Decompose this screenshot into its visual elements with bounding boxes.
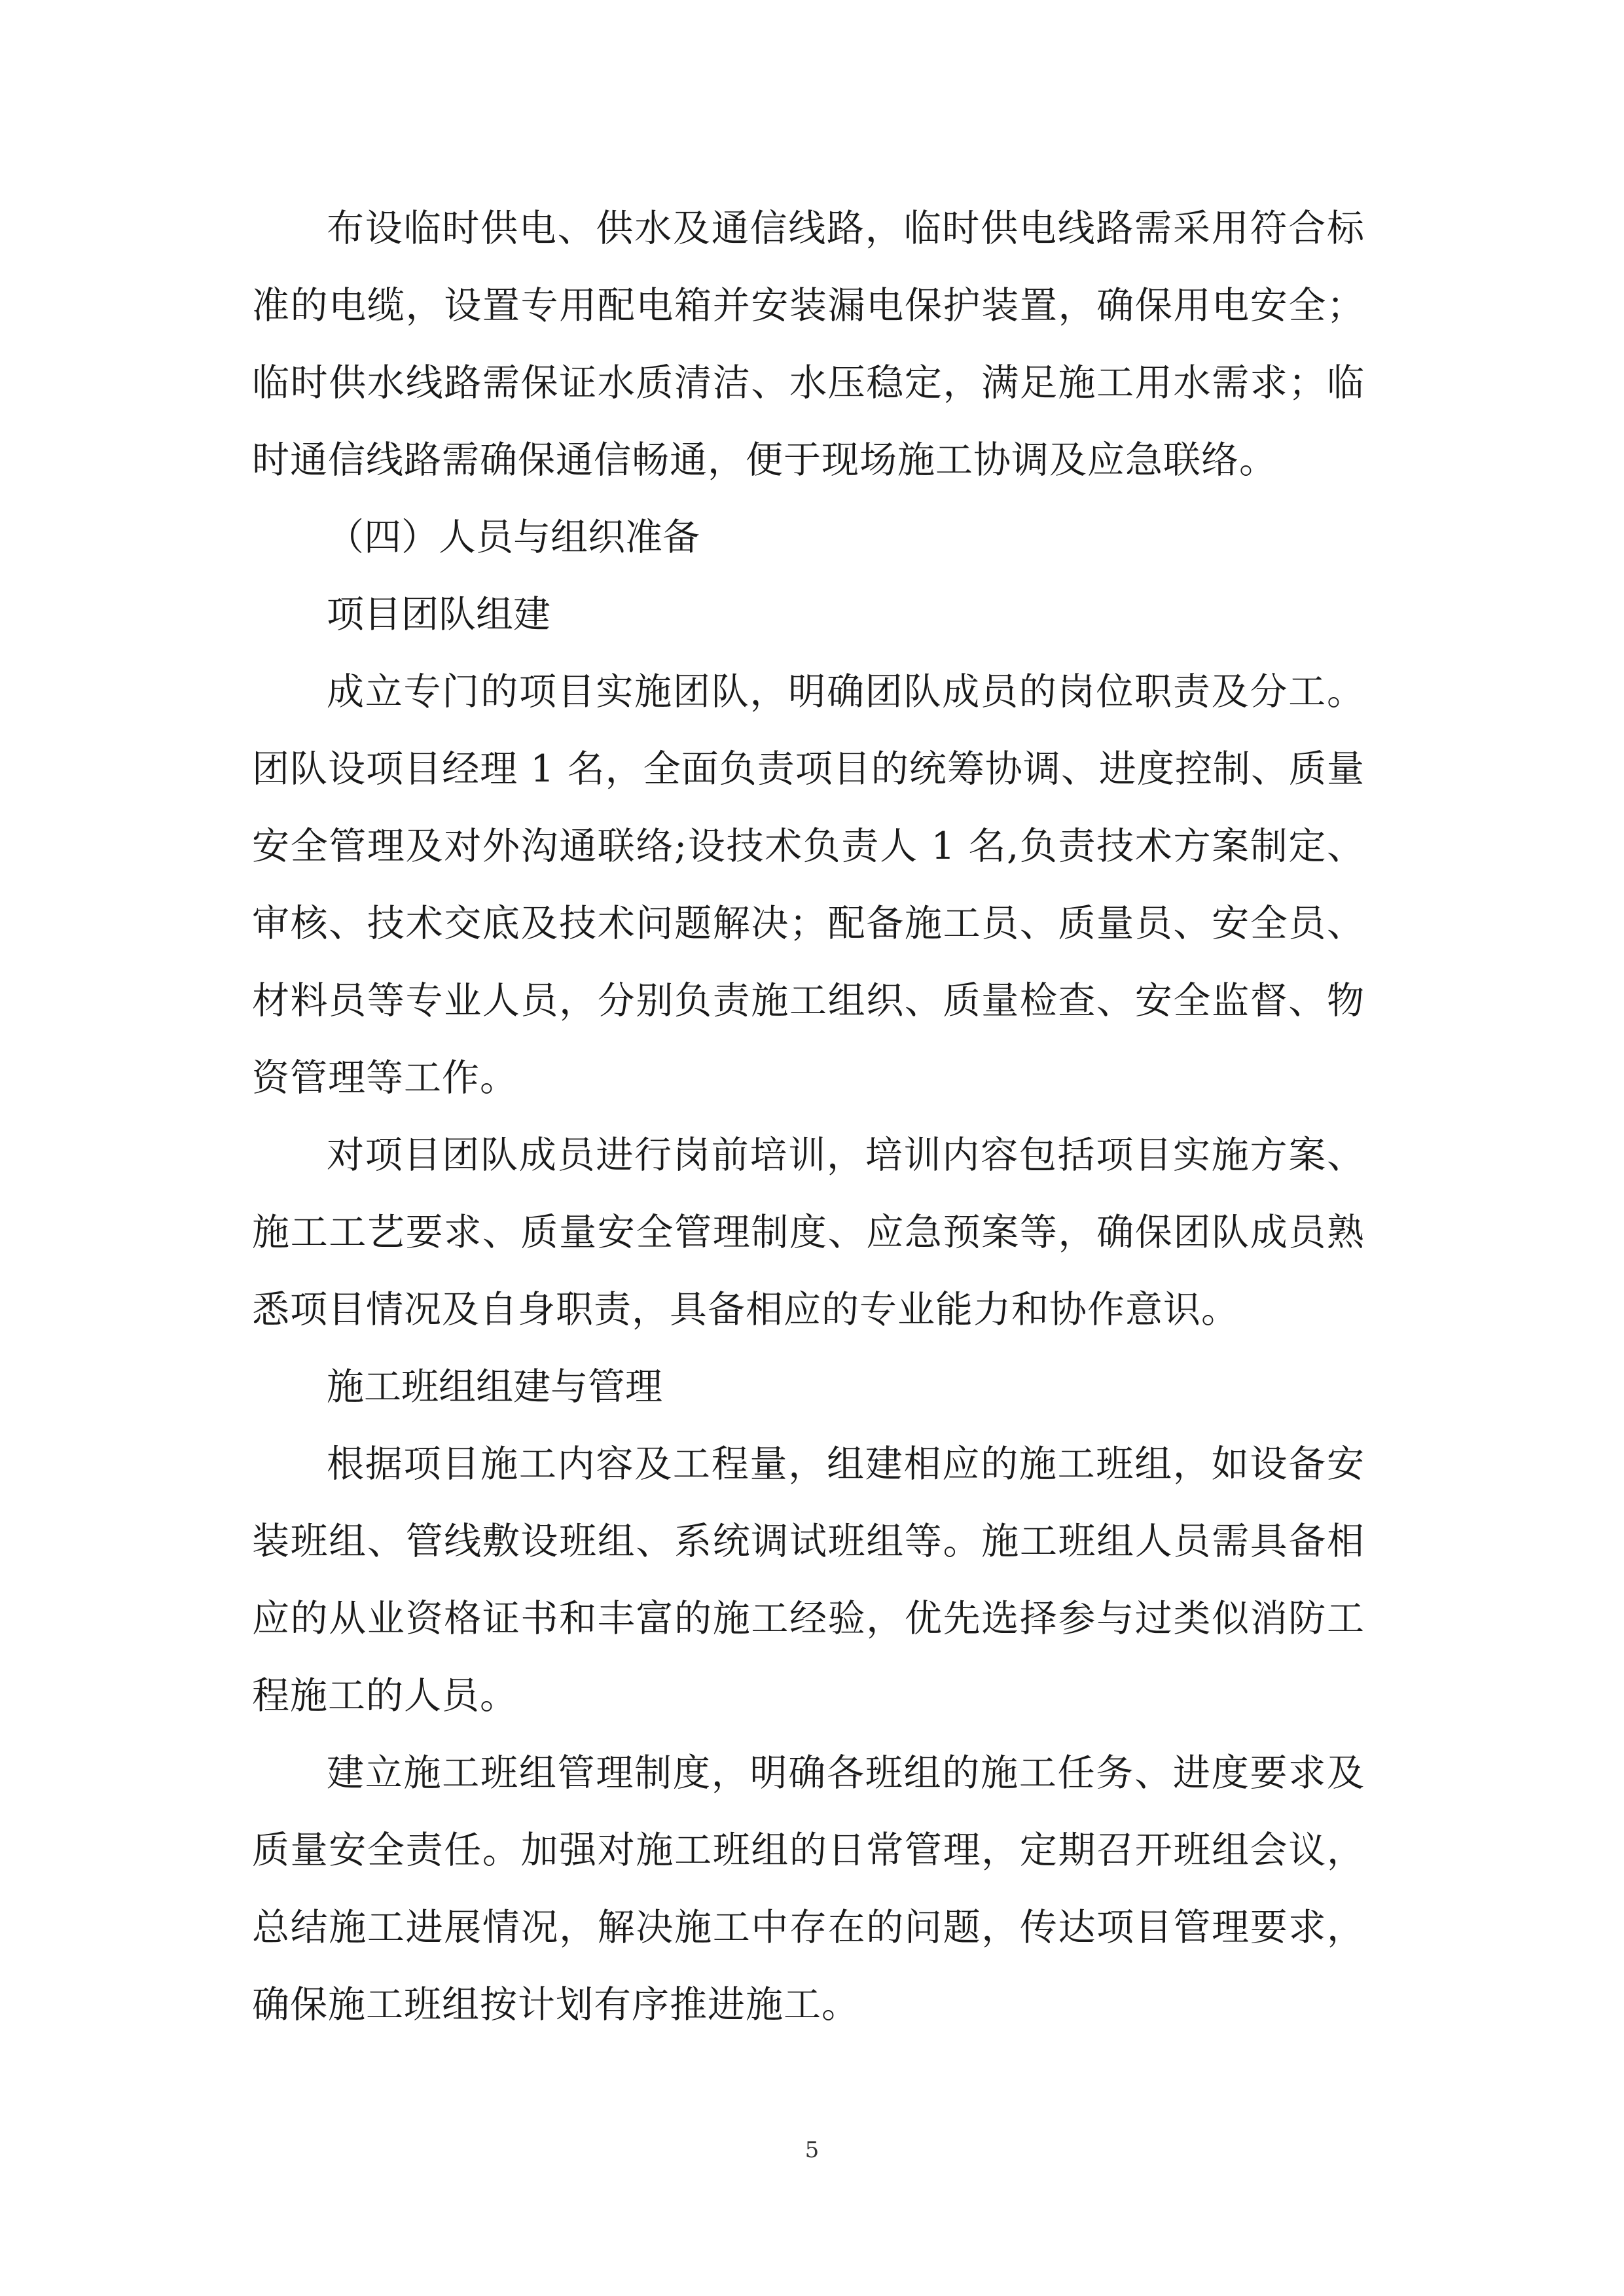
paragraph-temporary-utilities: 布设临时供电、供水及通信线路，临时供电线路需采用符合标准的电缆，设置专用配电箱并安装漏电保护装置，确保用电安全；临时供水线路需保证水质清洁、水压稳定，满足施工用水需求；临时通信线路需确保通信畅通，便于现场施工协调及应急联络。 [252, 207, 1365, 482]
paragraph-crew-formation: 根据项目施工内容及工程量，组建相应的施工班组，如设备安装班组、管线敷设班组、系统调试班组等。施工班组人员需具备相应的从业资格证书和丰富的施工经验，优先选择参与过类似消防工程施工的人员。 [252, 1443, 1365, 1717]
subheading-project-team: 项目团队组建 [327, 593, 550, 636]
section-heading-personnel: （四）人员与组织准备 [327, 516, 700, 559]
paragraph-team-roles: 成立专门的项目实施团队，明确团队成员的岗位职责及分工。团队设项目经理 1 名，全面负责项目的统筹协调、进度控制、质量安全管理及对外沟通联络;设技术负责人 1 名,负责技术方案制定、审核、技术交底及技术问题解决；配备施工员、质量员、安全员、材料员等专业人员，分别负责施工组织、质量检查、安全监督、物资管理等工作。 [252, 670, 1365, 1100]
document-body [252, 190, 1365, 2043]
subheading-construction-crews: 施工班组组建与管理 [327, 1365, 662, 1408]
page-number: 5 [804, 2137, 820, 2163]
paragraph-crew-management: 建立施工班组管理制度，明确各班组的施工任务、进度要求及质量安全责任。加强对施工班组的日常管理，定期召开班组会议，总结施工进展情况，解决施工中存在的问题，传达项目管理要求，确保施工班组按计划有序推进施工。 [252, 1751, 1365, 2026]
paragraph-team-training: 对项目团队成员进行岗前培训，培训内容包括项目实施方案、施工工艺要求、质量安全管理制度、应急预案等，确保团队成员熟悉项目情况及自身职责，具备相应的专业能力和协作意识。 [252, 1134, 1365, 1331]
